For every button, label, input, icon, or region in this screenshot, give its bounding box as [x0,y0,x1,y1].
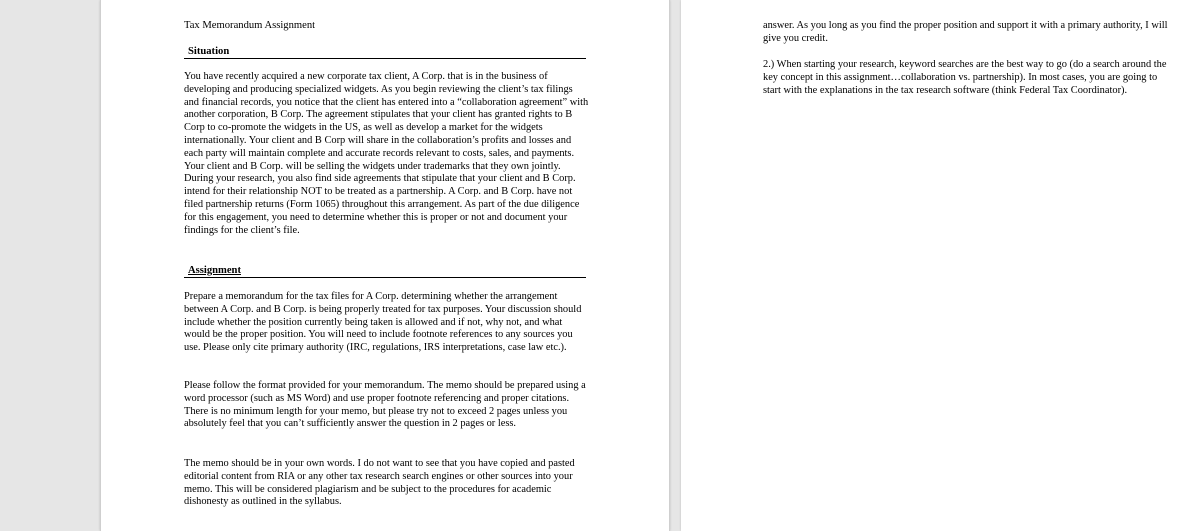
document-page-left [100,0,670,531]
assignment-heading [184,264,586,278]
assignment-heading-label: Assignment [188,265,241,276]
continued-paragraph: answer. As you long as you find the proper position and support it with a primary authority, I will give you credit. [763,20,1168,44]
situation-heading: Situation [184,45,586,59]
assignment-paragraph-3: The memo should be in your own words. I do not want to see that you have copied and pasted editorial content from RIA or any other tax research search engines or other sources into your memo. This will be considered plagiarism and be subject to the procedures for academic dishonesty as outlined in the syllabus. [184,458,575,508]
situation-paragraph: You have recently acquired a new corporate tax client, A Corp. that is in the business of developing and producing specialized widgets. As you begin reviewing the client’s tax filings and financial records, you notice that the client has entered into a “collaboration agreement” with another corporation, B Corp. The agreement stipulates that your client has granted rights to B Corp to co-promote the widgets in the US, as well as develop a market for the widgets internationally. Your client and B Corp will share in the collaboration’s profits and losses and each party will maintain complete and accurate records relevant to costs, sales, and payments. Your client and B Corp. will be selling the widgets under trademarks that they own jointly. During your research, you also find side agreements that stipulate that your client and B Corp. intend for their relationship NOT to be treated as a partnership. A Corp. and B Corp. have not filed partnership returns (Form 1065) throughout this arrangement. As part of the due diligence for this engagement, you need to determine whether this is proper or not and document your findings for the client’s file. [184,71,589,236]
research-tip-paragraph: 2.) When starting your research, keyword searches are the best way to go (do a search around the key concept in this assignment…collaboration vs. partnership). In most cases, you are going to start with the explanations in the tax research software (think Federal Tax Coordinator). [763,59,1167,96]
assignment-paragraph-2: Please follow the format provided for your memorandum. The memo should be prepared using a word processor (such as MS Word) and use proper footnote referencing and proper citations. There is no minimum length for your memo, but please try not to exceed 2 pages unless you absolutely feel that you can’t sufficiently answer the question in 2 pages or less. [184,380,586,430]
document-page-right [681,0,1183,531]
document-title: Tax Memorandum Assignment [184,20,316,31]
assignment-paragraph-1: Prepare a memorandum for the tax files for A Corp. determining whether the arrangement between A Corp. and B Corp. is being properly treated for tax purposes. Your discussion should include whether the position currently being taken is allowed and if not, why not, and what would be the proper position. You will need to include footnote references to any sources you use. Please only cite primary authority (IRC, regulations, IRS interpretations, case law etc.). [184,291,582,354]
